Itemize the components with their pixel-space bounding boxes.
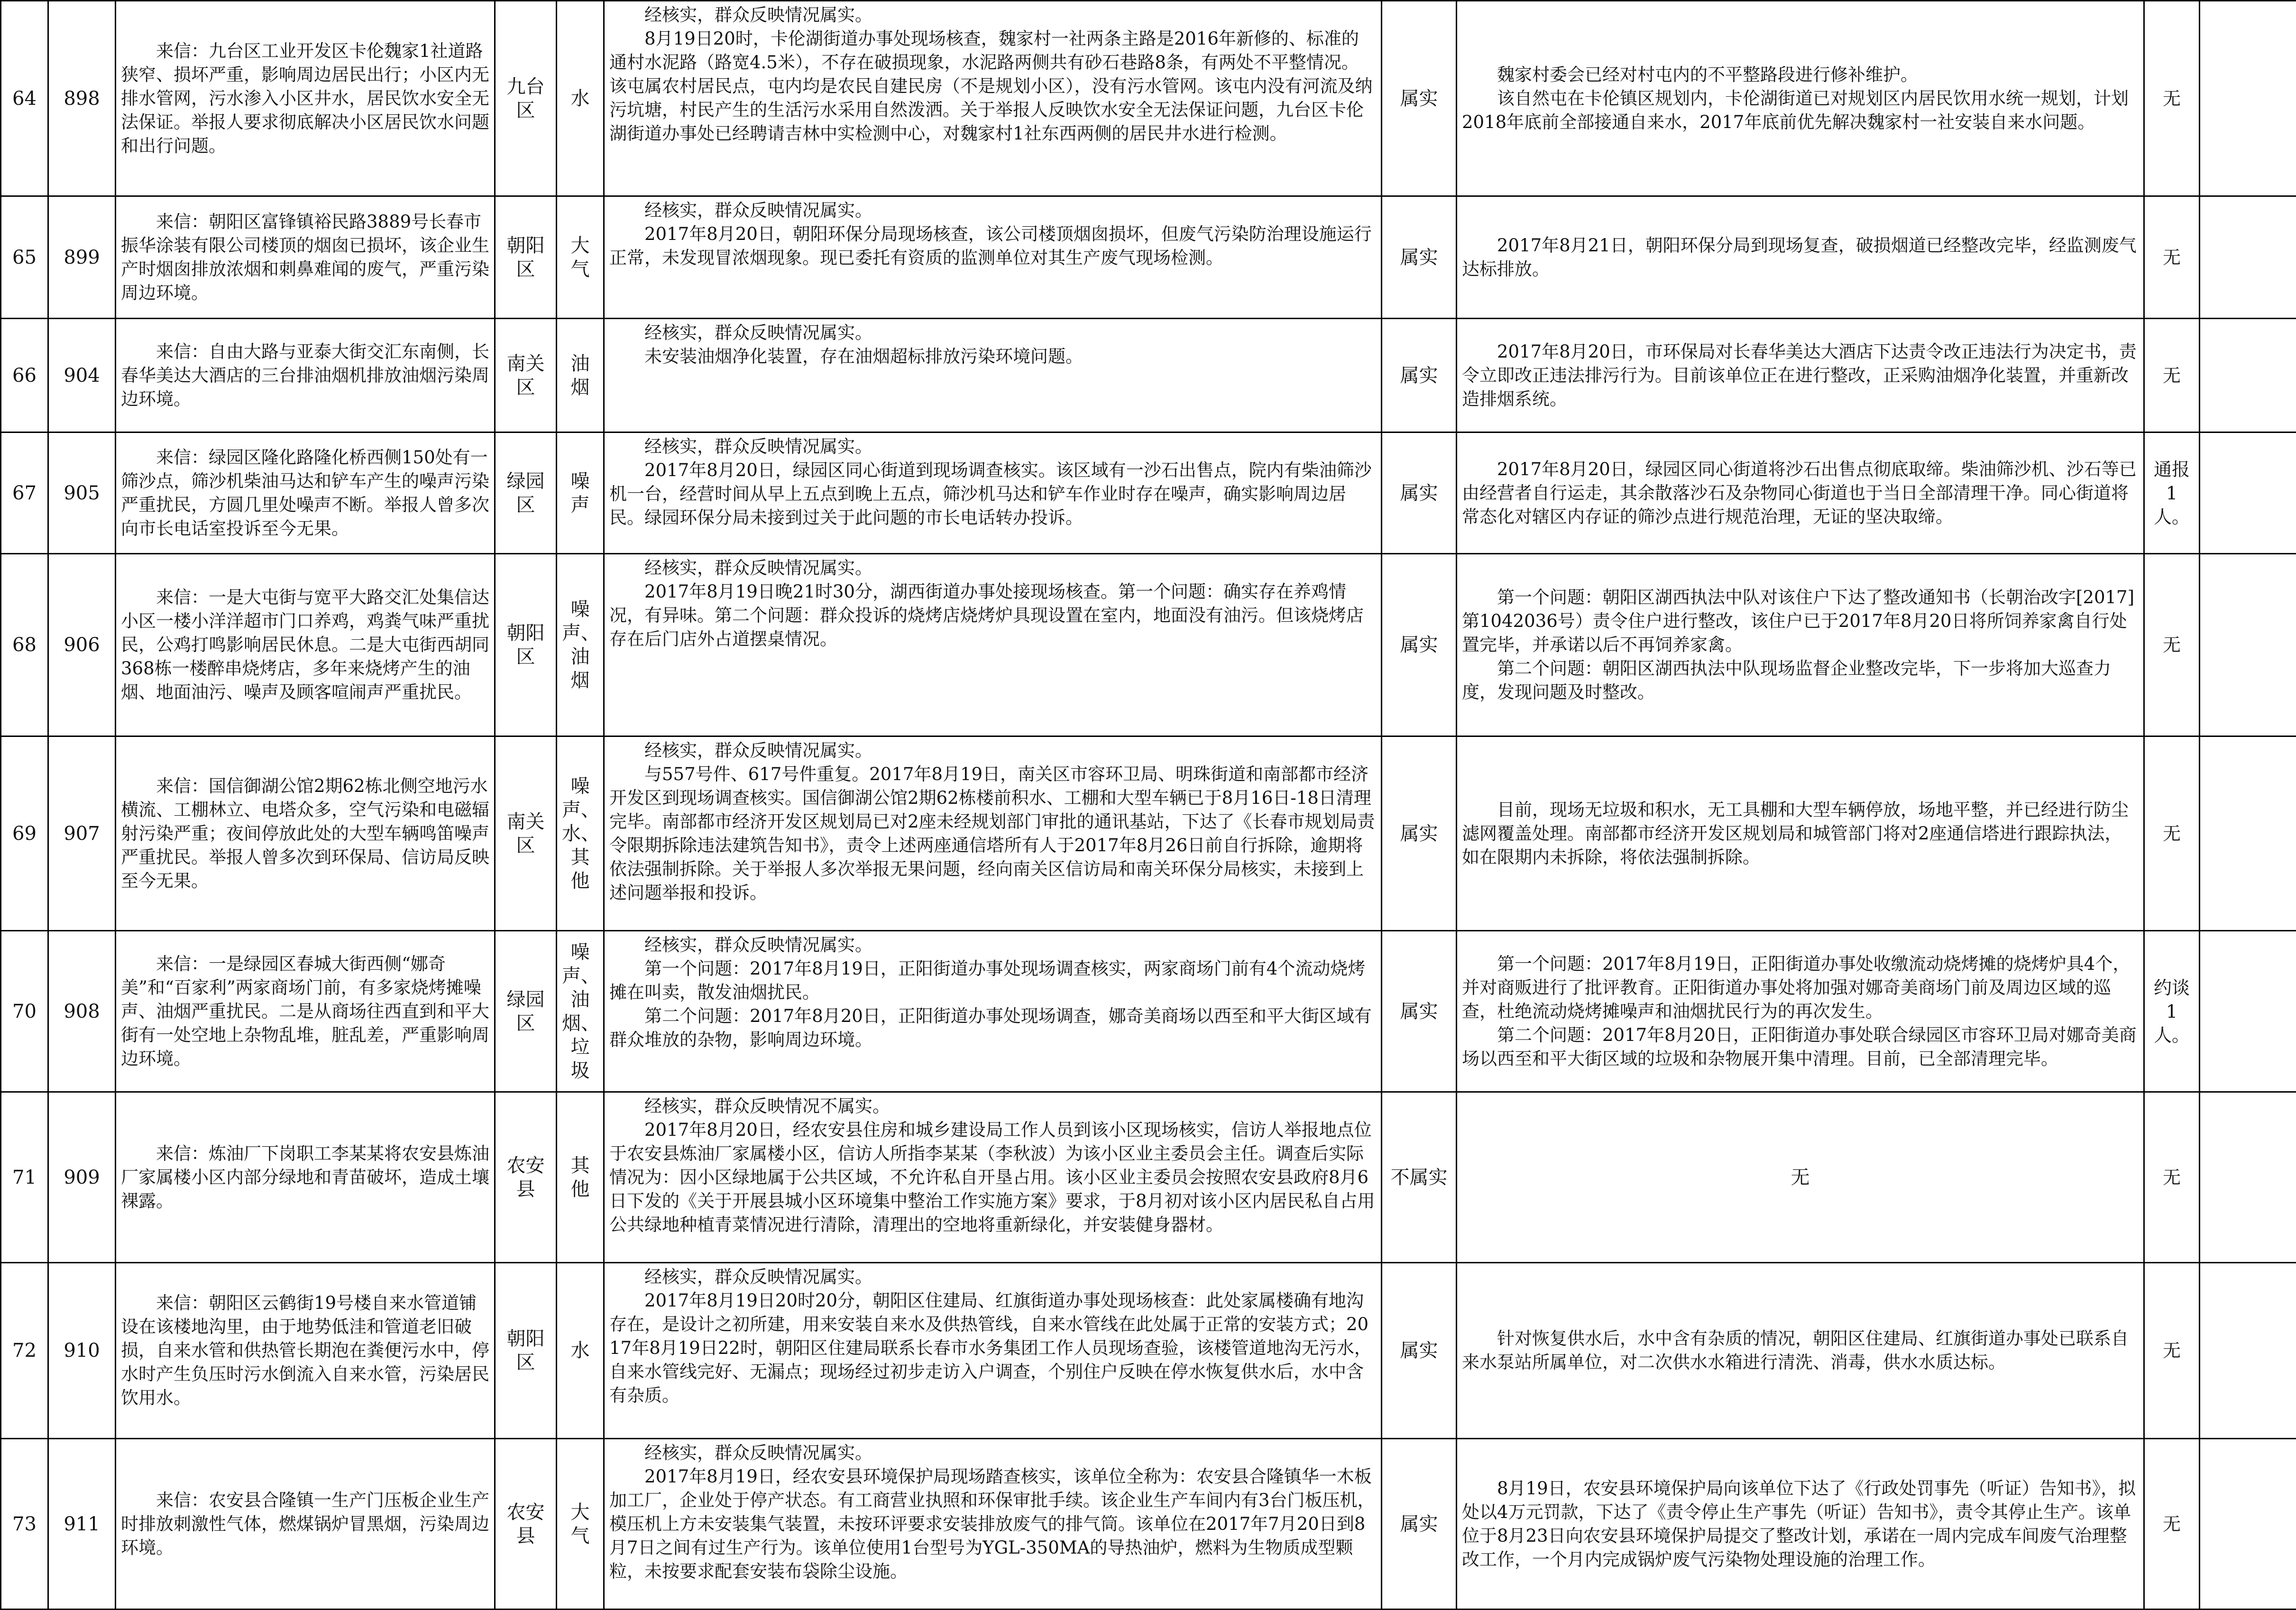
accountability-cell: 无 (2144, 319, 2200, 432)
findings-paragraph: 2017年8月20日，经农安县住房和城乡建设局工作人员到该小区现场核实，信访人举报地点位于农安县炼油厂家属楼小区，信访人所指李某某（李秋波）为该小区业主委员会主任。调查后实际情况为：因小区绿地属于公共区域，不允许私自开垦占用。该小区业主委员会按照农安县政府8月6日下发的《关于开展县城小区环境集中整治工作实施方案》要求，于8月初对该小区内居民私自占用公共绿地种植青菜情况进行清除，清理出的空地将重新绿化，并安装健身器材。 (609, 1118, 1376, 1237)
handling-paragraph: 针对恢复供水后，水中含有杂质的情况，朝阳区住建局、红旗街道办事处已联系自来水泵站所属单位，对二次供水水箱进行清洗、消毒，供水水质达标。 (1462, 1327, 2139, 1374)
handling-cell (1457, 319, 2144, 432)
findings-paragraph: 经核实，群众反映情况属实。 (609, 556, 1376, 580)
pollution-type-cell: 大气 (557, 1439, 604, 1610)
pollution-type-cell: 水 (557, 1263, 604, 1439)
accountability-cell: 无 (2144, 1439, 2200, 1610)
findings-cell (604, 1, 1382, 196)
case-number-cell: 907 (48, 736, 116, 931)
verdict-cell: 属实 (1382, 1, 1457, 196)
complaint-text: 来信：绿园区隆化路隆化桥西侧150处有一筛沙点，筛沙机柴油马达和铲车产生的噪声污染严重扰民，方圆几里处噪声不断。举报人曾多次向市长电话室投诉至今无果。 (121, 446, 489, 541)
handling-paragraph: 第二个问题：朝阳区湖西执法中队现场监督企业整改完毕，下一步将加大巡查力度，发现问题及时整改。 (1462, 657, 2139, 704)
table-row (1, 1, 2296, 196)
findings-paragraph: 8月19日20时，卡伦湖街道办事处现场核查，魏家村一社两条主路是2016年新修的、标准的通村水泥路（路宽4.5米），不存在破损现象，水泥路两侧共有砂石巷路8条，有两处不平整情况。该屯属农村居民点，屯内均是农民自建民房（不是规划小区），没有污水管网。该屯内没有河流及纳污坑塘，村民产生的生活污水采用自然泼洒。关于举报人反映饮水安全无法保证问题，九台区卡伦湖街道办事处已经聘请吉林中实检测中心，对魏家村1社东西两侧的居民井水进行检测。 (609, 27, 1376, 146)
findings-paragraph: 未安装油烟净化装置，存在油烟超标排放污染环境问题。 (609, 345, 1376, 368)
findings-cell (604, 196, 1382, 319)
findings-cell (604, 736, 1382, 931)
remark-cell (2200, 1092, 2296, 1263)
complaint-cell (116, 1092, 495, 1263)
findings-cell (604, 432, 1382, 554)
row-seq-cell: 65 (1, 196, 48, 319)
pollution-type-cell: 水 (557, 1, 604, 196)
handling-cell (1457, 196, 2144, 319)
remark-cell (2200, 736, 2296, 931)
findings-paragraph: 第一个问题：2017年8月19日，正阳街道办事处现场调查核实，两家商场门前有4个流动烧烤摊在叫卖，散发油烟扰民。 (609, 957, 1376, 1004)
findings-paragraph: 经核实，群众反映情况属实。 (609, 3, 1376, 27)
table-row (1, 736, 2296, 931)
table-row (1, 196, 2296, 319)
district-cell: 绿园区 (495, 432, 557, 554)
findings-paragraph: 2017年8月19日晚21时30分，湖西街道办事处接现场核查。第一个问题：确实存在养鸡情况，有异味。第二个问题：群众投诉的烧烤店烧烤炉具现设置在室内，地面没有油污。但该烧烤店存在后门店外占道摆桌情况。 (609, 580, 1376, 651)
complaint-text: 来信：炼油厂下岗职工李某某将农安县炼油厂家属楼小区内部分绿地和青苗破坏，造成土壤裸露。 (121, 1142, 489, 1213)
findings-paragraph: 经核实，群众反映情况属实。 (609, 1265, 1376, 1289)
district-cell: 南关区 (495, 736, 557, 931)
row-seq-cell: 71 (1, 1092, 48, 1263)
table-row (1, 1439, 2296, 1610)
findings-paragraph: 经核实，群众反映情况属实。 (609, 933, 1376, 957)
row-seq-cell: 68 (1, 554, 48, 736)
remark-cell (2200, 554, 2296, 736)
findings-cell (604, 554, 1382, 736)
pollution-type-cell: 噪声、油烟 (557, 554, 604, 736)
complaint-cell (116, 1, 495, 196)
pollution-type-cell: 噪声 (557, 432, 604, 554)
case-number-cell: 908 (48, 931, 116, 1092)
accountability-cell: 无 (2144, 554, 2200, 736)
pollution-type-cell: 大气 (557, 196, 604, 319)
complaint-text: 来信：农安县合隆镇一生产门压板企业生产时排放刺激性气体，燃煤锅炉冒黑烟，污染周边环境。 (121, 1489, 489, 1560)
verdict-cell: 属实 (1382, 931, 1457, 1092)
findings-cell (604, 319, 1382, 432)
row-seq-cell: 64 (1, 1, 48, 196)
findings-cell (604, 931, 1382, 1092)
handling-paragraph: 8月19日，农安县环境保护局向该单位下达了《行政处罚事先（听证）告知书》，拟处以4万元罚款，下达了《责令停止生产事先（听证）告知书》，责令其停止生产。该单位于8月23日向农安县环境保护局提交了整改计划，承诺在一周内完成车间废气治理整改工作，一个月内完成锅炉废气污染物处理设施的治理工作。 (1462, 1477, 2139, 1572)
case-number-cell: 911 (48, 1439, 116, 1610)
case-number-cell: 909 (48, 1092, 116, 1263)
row-seq-cell: 67 (1, 432, 48, 554)
verdict-cell: 属实 (1382, 196, 1457, 319)
case-number-cell: 906 (48, 554, 116, 736)
accountability-cell: 通报1人。 (2144, 432, 2200, 554)
district-cell: 九台区 (495, 1, 557, 196)
complaint-text: 来信：一是大屯街与宽平大路交汇处集信达小区一楼小洋洋超市门口养鸡，鸡粪气味严重扰民，公鸡打鸣影响居民休息。二是大屯街西胡同368栋一楼醉串烧烤店，多年来烧烤产生的油烟、地面油污、噪声及顾客喧闹声严重扰民。 (121, 586, 489, 704)
complaint-cell (116, 196, 495, 319)
remark-cell (2200, 931, 2296, 1092)
row-seq-cell: 72 (1, 1263, 48, 1439)
row-seq-cell: 70 (1, 931, 48, 1092)
findings-cell (604, 1092, 1382, 1263)
accountability-cell: 无 (2144, 736, 2200, 931)
handling-cell (1457, 432, 2144, 554)
complaint-text: 来信：朝阳区富锋镇裕民路3889号长春市振华涂装有限公司楼顶的烟囱已损坏，该企业生产时烟囱排放浓烟和刺鼻难闻的废气，严重污染周边环境。 (121, 210, 489, 305)
verdict-cell: 属实 (1382, 1439, 1457, 1610)
case-number-cell: 899 (48, 196, 116, 319)
accountability-cell: 无 (2144, 1, 2200, 196)
findings-paragraph: 经核实，群众反映情况属实。 (609, 199, 1376, 222)
district-cell: 朝阳区 (495, 554, 557, 736)
verdict-cell: 属实 (1382, 554, 1457, 736)
complaint-text: 来信：一是绿园区春城大街西侧“娜奇美”和“百家利”两家商场门前，有多家烧烤摊噪声、油烟严重扰民。二是从商场往西直到和平大街有一处空地上杂物乱堆，脏乱差，严重影响周边环境。 (121, 952, 489, 1071)
handling-cell (1457, 1092, 2144, 1263)
verdict-cell: 不属实 (1382, 1092, 1457, 1263)
handling-paragraph: 无 (1791, 1167, 1810, 1188)
district-cell: 农安县 (495, 1439, 557, 1610)
findings-paragraph: 经核实，群众反映情况属实。 (609, 435, 1376, 459)
pollution-type-cell: 噪声、油烟、垃圾 (557, 931, 604, 1092)
handling-cell (1457, 931, 2144, 1092)
complaint-cell (116, 1263, 495, 1439)
complaint-cell (116, 432, 495, 554)
table-row (1, 1263, 2296, 1439)
pollution-type-cell: 噪声、水、其他 (557, 736, 604, 931)
remark-cell (2200, 196, 2296, 319)
row-seq-cell: 66 (1, 319, 48, 432)
pollution-type-cell: 油烟 (557, 319, 604, 432)
remark-cell (2200, 1439, 2296, 1610)
handling-paragraph: 2017年8月21日，朝阳环保分局到现场复查，破损烟道已经整改完毕，经监测废气达标排放。 (1462, 234, 2139, 281)
handling-cell (1457, 554, 2144, 736)
handling-paragraph: 第二个问题：2017年8月20日，正阳街道办事处联合绿园区市容环卫局对娜奇美商场以西至和平大街区域的垃圾和杂物展开集中清理。目前，已全部清理完毕。 (1462, 1023, 2139, 1071)
district-cell: 绿园区 (495, 931, 557, 1092)
row-seq-cell: 73 (1, 1439, 48, 1610)
findings-paragraph: 2017年8月19日，经农安县环境保护局现场踏查核实，该单位全称为：农安县合隆镇华一木板加工厂，企业处于停产状态。有工商营业执照和环保审批手续。该企业生产车间内有3台门板压机，模压机上方未安装集气装置，未按环评要求安装排放废气的排气筒。该单位在2017年7月20日到8月7日之间有过生产行为。该单位使用1台型号为YGL-350MA的导热油炉，燃料为生物质成型颗粒，未按要求配套安装布袋除尘设施。 (609, 1465, 1376, 1583)
complaint-cell (116, 554, 495, 736)
findings-paragraph: 经核实，群众反映情况属实。 (609, 321, 1376, 345)
handling-paragraph: 魏家村委会已经对村屯内的不平整路段进行修补维护。 (1462, 63, 2139, 87)
complaint-cell (116, 1439, 495, 1610)
complaint-text: 来信：自由大路与亚泰大街交汇东南侧，长春华美达大酒店的三台排油烟机排放油烟污染周边环境。 (121, 340, 489, 411)
remark-cell (2200, 432, 2296, 554)
handling-paragraph: 该自然屯在卡伦镇区规划内，卡伦湖街道已对规划区内居民饮用水统一规划，计划2018年底前全部接通自来水，2017年底前优先解决魏家村一社安装自来水问题。 (1462, 87, 2139, 134)
table-body (1, 1, 2296, 1610)
remark-cell (2200, 319, 2296, 432)
handling-paragraph: 目前，现场无垃圾和积水，无工具棚和大型车辆停放，场地平整，并已经进行防尘滤网覆盖处理。南部都市经济开发区规划局和城管部门将对2座通信塔进行跟踪执法，如在限期内未拆除，将依法强制拆除。 (1462, 798, 2139, 869)
findings-cell (604, 1263, 1382, 1439)
findings-paragraph: 与557号件、617号件重复。2017年8月19日，南关区市容环卫局、明珠街道和南部都市经济开发区到现场调查核实。国信御湖公馆2期62栋楼前积水、工棚和大型车辆已于8月16日-18日清理完毕。南部都市经济开发区规划局已对2座未经规划部门审批的通讯基站，下达了《长春市规划局责令限期拆除违法建筑告知书》，责令上述两座通信塔所有人于2017年8月26日前自行拆除，逾期将依法强制拆除。关于举报人多次举报无果问题，经向南关区信访局和南关环保分局核实，未接到上述问题举报和投诉。 (609, 763, 1376, 905)
findings-paragraph: 经核实，群众反映情况属实。 (609, 1441, 1376, 1465)
findings-paragraph: 2017年8月20日，绿园区同心街道到现场调查核实。该区域有一沙石出售点，院内有柴油筛沙机一台，经营时间从早上五点到晚上五点，筛沙机马达和铲车作业时存在噪声，确实影响周边居民。绿园环保分局未接到过关于此问题的市长电话转办投诉。 (609, 459, 1376, 530)
accountability-cell: 无 (2144, 1263, 2200, 1439)
findings-paragraph: 2017年8月20日，朝阳环保分局现场核查，该公司楼顶烟囱损坏，但废气污染防治理设施运行正常，未发现冒浓烟现象。现已委托有资质的监测单位对其生产废气现场检测。 (609, 222, 1376, 270)
complaint-text: 来信：国信御湖公馆2期62栋北侧空地污水横流、工棚林立、电塔众多，空气污染和电磁辐射污染严重；夜间停放此处的大型车辆鸣笛噪声严重扰民。举报人曾多次到环保局、信访局反映至今无果。 (121, 774, 489, 893)
table-row (1, 554, 2296, 736)
complaint-cell (116, 931, 495, 1092)
case-number-cell: 904 (48, 319, 116, 432)
row-seq-cell: 69 (1, 736, 48, 931)
case-number-cell: 898 (48, 1, 116, 196)
remark-cell (2200, 1, 2296, 196)
complaint-text: 来信：朝阳区云鹤街19号楼自来水管道铺设在该楼地沟里，由于地势低洼和管道老旧破损，自来水管和供热管长期泡在粪便污水中，停水时产生负压时污水倒流入自来水管，污染居民饮用水。 (121, 1291, 489, 1410)
case-number-cell: 910 (48, 1263, 116, 1439)
findings-paragraph: 2017年8月19日20时20分，朝阳区住建局、红旗街道办事处现场核查：此处家属楼确有地沟存在，是设计之初所建，用来安装自来水及供热管线，自来水管线在此处属于正常的安装方式；2017年8月19日22时，朝阳区住建局联系长春市水务集团工作人员现场查验，该楼管道地沟无污水，自来水管线完好、无漏点；现场经过初步走访入户调查，个别住户反映在停水恢复供水后，水中含有杂质。 (609, 1289, 1376, 1408)
table-row (1, 931, 2296, 1092)
case-number-cell: 905 (48, 432, 116, 554)
verdict-cell: 属实 (1382, 432, 1457, 554)
table-row (1, 432, 2296, 554)
district-cell: 南关区 (495, 319, 557, 432)
verdict-cell: 属实 (1382, 1263, 1457, 1439)
remark-cell (2200, 1263, 2296, 1439)
findings-paragraph: 经核实，群众反映情况不属实。 (609, 1095, 1376, 1118)
handling-paragraph: 2017年8月20日，绿园区同心街道将沙石出售点彻底取缔。柴油筛沙机、沙石等已由经营者自行运走，其余散落沙石及杂物同心街道也于当日全部清理干净。同心街道将常态化对辖区内存证的筛沙点进行规范治理，无证的坚决取缔。 (1462, 458, 2139, 529)
handling-paragraph: 2017年8月20日，市环保局对长春华美达大酒店下达责令改正违法行为决定书，责令立即改正违法排污行为。目前该单位正在进行整改，正采购油烟净化装置，并重新改造排烟系统。 (1462, 340, 2139, 411)
verdict-cell: 属实 (1382, 736, 1457, 931)
handling-cell (1457, 1263, 2144, 1439)
district-cell: 农安县 (495, 1092, 557, 1263)
findings-cell (604, 1439, 1382, 1610)
findings-paragraph: 经核实，群众反映情况属实。 (609, 739, 1376, 763)
verdict-cell: 属实 (1382, 319, 1457, 432)
accountability-cell: 无 (2144, 196, 2200, 319)
district-cell: 朝阳区 (495, 1263, 557, 1439)
accountability-cell: 约谈1人。 (2144, 931, 2200, 1092)
complaint-cell (116, 319, 495, 432)
pollution-type-cell: 其他 (557, 1092, 604, 1263)
table-row (1, 1092, 2296, 1263)
handling-cell (1457, 1, 2144, 196)
table-row (1, 319, 2296, 432)
district-cell: 朝阳区 (495, 196, 557, 319)
handling-paragraph: 第一个问题：朝阳区湖西执法中队对该住户下达了整改通知书（长朝治改字[2017]第1042036号）责令住户进行整改，该住户已于2017年8月20日将所饲养家禽自行处置完毕，并承诺以后不再饲养家禽。 (1462, 586, 2139, 657)
findings-paragraph: 第二个问题：2017年8月20日，正阳街道办事处现场调查，娜奇美商场以西至和平大街区域有群众堆放的杂物，影响周边环境。 (609, 1004, 1376, 1052)
complaint-text: 来信：九台区工业开发区卡伦魏家1社道路狭窄、损坏严重，影响周边居民出行；小区内无排水管网，污水渗入小区井水，居民饮水安全无法保证。举报人要求彻底解决小区居民饮水问题和出行问题。 (121, 39, 489, 158)
handling-paragraph: 第一个问题：2017年8月19日，正阳街道办事处收缴流动烧烤摊的烧烤炉具4个，并对商贩进行了批评教育。正阳街道办事处将加强对娜奇美商场门前及周边区域的巡查，杜绝流动烧烤摊噪声和油烟扰民行为的再次发生。 (1462, 952, 2139, 1023)
complaint-cell (116, 736, 495, 931)
handling-cell (1457, 736, 2144, 931)
handling-cell (1457, 1439, 2144, 1610)
accountability-cell: 无 (2144, 1092, 2200, 1263)
